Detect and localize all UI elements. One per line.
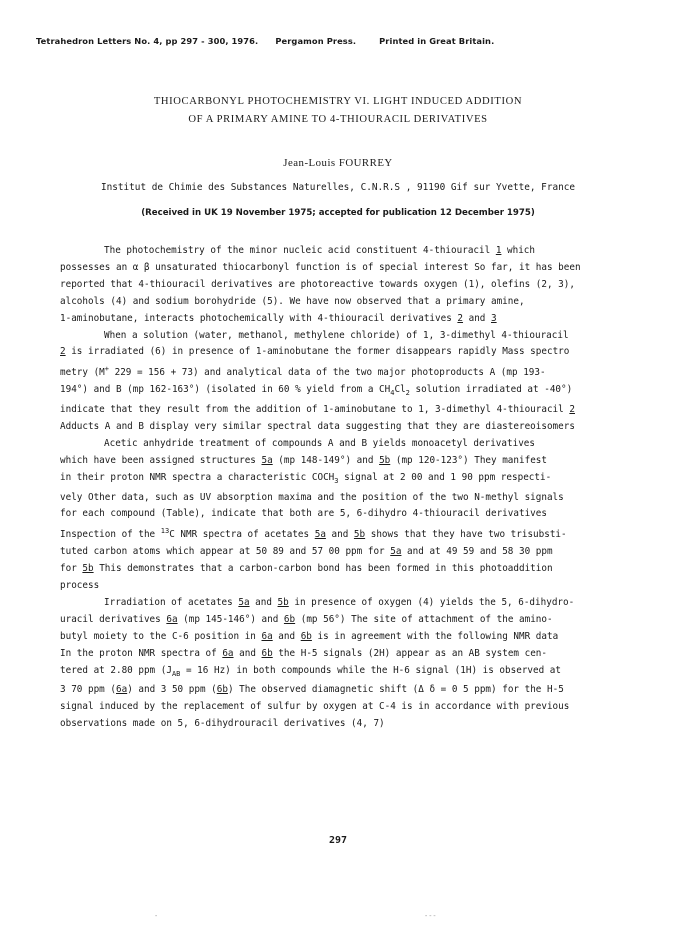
para-3-line-1: Acetic anhydride treatment of compounds A and B yields monoacetyl derivatives xyxy=(104,437,535,449)
para-2-line-3: metry (M+ 229 = 156 + 73) and analytical data of the two major photoproducts A (mp 193- xyxy=(60,365,546,379)
para-3-line-4: vely Other data, such as UV absorption maxima and the position of the two N-methyl signals xyxy=(60,491,564,503)
printed-in: Printed in Great Britain. xyxy=(379,36,495,46)
margin-mark-left: - xyxy=(154,912,159,920)
para-3-line-9: process xyxy=(60,580,100,592)
para-1-line-3: reported that 4-thiouracil derivatives are photoreactive towards oxygen (1), olefins (2, 3), xyxy=(60,278,575,290)
para-4-line-3: butyl moiety to the C-6 position in 6a and 6b is in agreement with the following NMR data xyxy=(60,630,559,642)
para-2-line-6: Adducts A and B display very similar spectral data suggesting that they are diastereoisomers xyxy=(60,421,575,433)
page-number: 297 xyxy=(328,835,348,846)
para-3-line-3: in their proton NMR spectra a characteristic $COCH_3$ signal at 2 00 and 1 90 ppm respecti- xyxy=(60,471,552,485)
para-4-line-5: tered at 2.80 ppm ($J_{AB} = 16$ Hz) in both compounds while the H-6 signal (1H) is observed at xyxy=(60,664,562,678)
journal-header xyxy=(36,36,646,46)
para-3-line-7: tuted carbon atoms which appear at 50 89 and 57 00 ppm for 5a and at 49 59 and 58 30 ppm xyxy=(60,546,553,558)
margin-mark-right: --- xyxy=(424,912,437,920)
para-2-line-5: indicate that they result from the addition of 1-aminobutane to 1, 3-dimethyl 4-thiouracil 2 xyxy=(60,404,575,416)
para-4-line-6: 3 70 ppm (6a) and 3 50 ppm (6b) The observed diamagnetic shift (Δ δ = 0 5 ppm) for the H-5 xyxy=(60,684,564,696)
para-4-line-1: Irradiation of acetates 5a and 5b in presence of oxygen (4) yields the 5, 6-dihydro- xyxy=(104,597,575,609)
para-4-line-8: observations made on 5, 6-dihydrouracil derivatives (4, 7) xyxy=(60,718,385,730)
author: Jean-Louis FOURREY xyxy=(283,157,393,169)
para-1-line-2: possesses an α β unsaturated thiocarbonyl function is of special interest So far, it has been xyxy=(60,261,581,273)
para-4-line-4: In the proton NMR spectra of 6a and 6b the H-5 signals (2H) appear as an AB system cen- xyxy=(60,647,547,659)
affiliation: Institut de Chimie des Substances Naturelles, C.N.R.S , 91190 Gif sur Yvette, France xyxy=(100,182,576,193)
para-1-line-1: The photochemistry of the minor nucleic acid constituent 4-thiouracil 1 which xyxy=(104,245,536,256)
para-2-line-2: 2 is irradiated (6) in presence of 1-aminobutane the former disappears rapidly Mass spectro xyxy=(60,346,570,358)
para-3-line-2: which have been assigned structures 5a (mp 148-149°) and 5b (mp 120-123°) They manifest xyxy=(60,454,547,466)
para-2-line-1: When a solution (water, methanol, methylene chloride) of 1, 3-dimethyl 4-thiouracil xyxy=(104,329,569,341)
body-text xyxy=(60,243,608,733)
para-3-line-6: Inspection of the $^{13}$C NMR spectra of acetates 5a and 5b shows that they have two trisubsti- xyxy=(60,527,567,541)
para-3-line-5: for each compound (Table), indicate that both are 5, 6-dihydro 4-thiouracil derivatives xyxy=(60,508,547,520)
para-1-line-5: 1-aminobutane, interacts photochemically with 4-thiouracil derivatives 2 and 3 xyxy=(60,312,497,324)
para-2-line-4: 194°) and B (mp 162-163°) (isolated in 60 % yield from a $CH_4Cl_2$ solution irradiated at -40°) xyxy=(60,384,573,398)
received-dates: (Received in UK 19 November 1975; accepted for publication 12 December 1975) xyxy=(141,208,535,218)
title-line-1: THIOCARBONYL PHOTOCHEMISTRY VI. LIGHT INDUCED ADDITION xyxy=(153,96,523,107)
journal-citation: Tetrahedron Letters No. 4, pp 297 - 300, 1976. xyxy=(36,36,259,46)
para-4-line-2: uracil derivatives 6a (mp 145-146°) and 6b (mp 56°) The site of attachment of the amino- xyxy=(60,613,553,625)
title-line-2: OF A PRIMARY AMINE TO 4-THIOURACIL DERIVATIVES xyxy=(188,114,488,125)
publisher: Pergamon Press. xyxy=(275,36,357,46)
para-4-line-7: signal induced by the replacement of sulfur by oxygen at C-4 is in accordance with previous xyxy=(60,701,570,713)
para-1-line-4: alcohols (4) and sodium borohydride (5). We have now observed that a primary amine, xyxy=(60,295,525,307)
para-3-line-8: for 5b This demonstrates that a carbon-carbon bond has been formed in this photoaddition xyxy=(60,563,553,575)
